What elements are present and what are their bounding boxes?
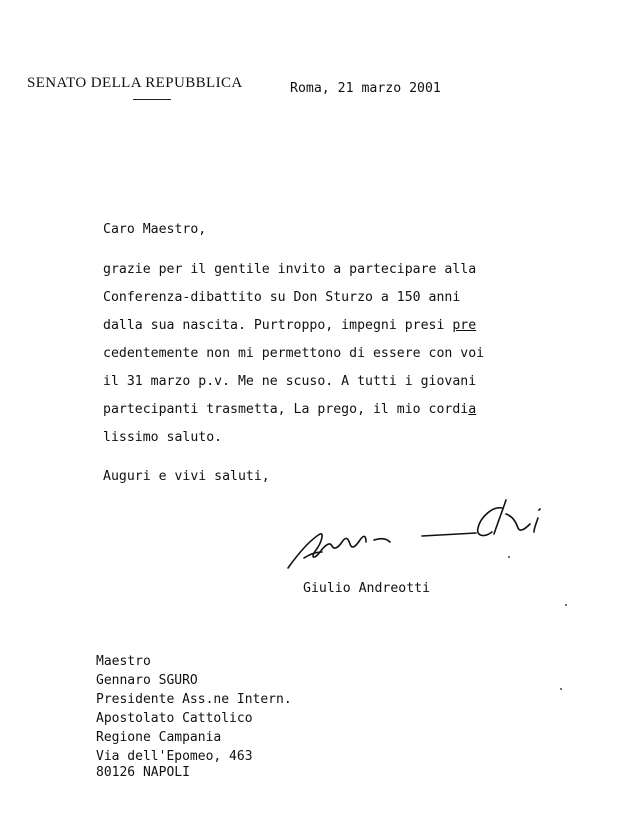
address-line: Apostolato Cattolico (96, 711, 253, 726)
body-line: lissimo saluto. (103, 430, 223, 445)
body-line: Conferenza-dibattito su Don Sturzo a 150 anni (103, 290, 461, 305)
body-line (103, 318, 476, 333)
body-line: cedentemente non mi permettono di essere con voi (103, 346, 485, 361)
address-line: 80126 NAPOLI (96, 765, 190, 780)
letterhead-rule (133, 99, 171, 100)
salutation: Caro Maestro, (103, 222, 207, 237)
signer-name: Giulio Andreotti (303, 581, 431, 596)
handwritten-signature (280, 488, 560, 578)
letterhead: SENATO DELLA REPUBBLICA (27, 75, 243, 91)
body-line-text: partecipanti trasmetta, La prego, il mio cordi (103, 402, 469, 417)
scan-speck (565, 604, 567, 606)
underlined-syllable: a (468, 402, 477, 417)
closing: Auguri e vivi saluti, (103, 469, 270, 484)
address-line: Via dell'Epomeo, 463 (96, 749, 253, 764)
address-line: Gennaro SGURO (96, 673, 198, 688)
body-line (103, 402, 476, 417)
body-line-text: dalla sua nascita. Purtroppo, impegni presi (103, 318, 453, 333)
scan-speck (560, 688, 562, 690)
date: Roma, 21 marzo 2001 (290, 81, 441, 96)
body-line: il 31 marzo p.v. Me ne scuso. A tutti i giovani (103, 374, 477, 389)
scan-speck (508, 556, 510, 558)
address-line: Presidente Ass.ne Intern. (96, 692, 292, 707)
address-line: Maestro (96, 654, 151, 669)
underlined-syllable: pre (452, 318, 477, 333)
body-line: grazie per il gentile invito a partecipare alla (103, 262, 477, 277)
address-line: Regione Campania (96, 730, 222, 745)
